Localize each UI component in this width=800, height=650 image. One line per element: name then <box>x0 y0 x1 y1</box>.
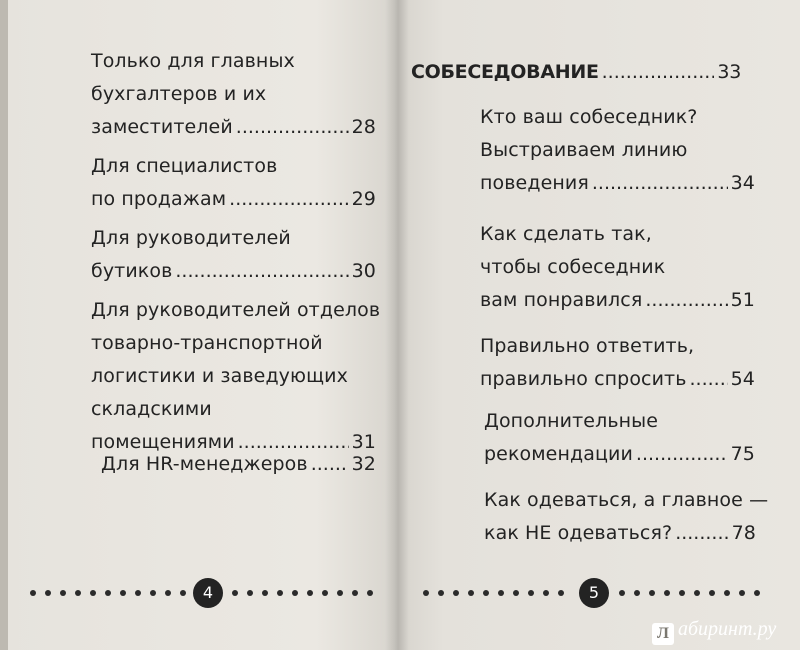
toc-page-number: 34 <box>730 172 755 194</box>
toc-entry-interviewer <box>480 101 755 200</box>
footer-dot <box>150 590 156 596</box>
footer-dot <box>75 590 81 596</box>
toc-entry-boutique-managers <box>91 222 376 288</box>
footer-dot <box>30 590 36 596</box>
right-page <box>395 0 800 650</box>
footer-dot <box>307 590 313 596</box>
toc-entry-title: поведения <box>480 172 589 194</box>
page-edge <box>0 0 8 650</box>
page-number-footer <box>395 578 800 608</box>
toc-entry-line: товарно-транспортной <box>91 332 323 354</box>
toc-entry-line: Выстраиваем линию <box>480 139 688 161</box>
labirint-watermark <box>652 615 794 643</box>
left-page <box>0 0 395 650</box>
toc-entry-line: Для специалистов <box>91 155 278 177</box>
footer-dot <box>543 590 549 596</box>
dot-leader <box>311 448 349 481</box>
toc-entry-line: складскими <box>91 398 212 420</box>
footer-dot <box>739 590 745 596</box>
toc-page-number: 31 <box>351 431 376 453</box>
toc-entry-chief-accountants <box>91 45 376 144</box>
labirint-logo-icon: Л <box>652 623 674 645</box>
footer-dot <box>619 590 625 596</box>
toc-entry-hr-managers <box>101 448 376 481</box>
toc-entry-line: бухгалтеров и их <box>91 83 267 105</box>
toc-page-number: 30 <box>351 260 376 282</box>
toc-entry-make-liked <box>480 218 755 317</box>
footer-dot <box>754 590 760 596</box>
toc-page-number: 51 <box>730 289 755 311</box>
page-number: 5 <box>579 578 609 608</box>
dot-leader <box>236 111 349 144</box>
footer-dot <box>694 590 700 596</box>
toc-entry-title: вам понравился <box>480 289 643 311</box>
footer-dot <box>120 590 126 596</box>
footer-dot <box>277 590 283 596</box>
dot-leader <box>229 183 348 216</box>
footer-dot <box>513 590 519 596</box>
toc-entry-title: правильно спросить <box>480 368 687 390</box>
footer-dot <box>292 590 298 596</box>
toc-page-number: 28 <box>351 116 376 138</box>
toc-page-number: 78 <box>731 522 756 544</box>
dot-leader <box>690 363 728 396</box>
toc-entry-line: Кто ваш собеседник? <box>480 106 698 128</box>
page-number: 4 <box>193 578 223 608</box>
footer-dot <box>438 590 444 596</box>
toc-entry-line: Только для главных <box>91 50 295 72</box>
footer-dot <box>367 590 373 596</box>
footer-dot <box>664 590 670 596</box>
footer-dot <box>453 590 459 596</box>
toc-entry-recommendations <box>484 405 755 471</box>
toc-page-number: 75 <box>730 443 755 465</box>
toc-section-interview <box>411 56 741 89</box>
toc-page-number: 29 <box>351 188 376 210</box>
toc-entry-logistics-heads <box>91 294 381 459</box>
toc-page-number: 32 <box>351 453 376 475</box>
dot-leader <box>602 56 715 89</box>
dot-leader <box>636 438 728 471</box>
footer-dot <box>649 590 655 596</box>
toc-entry-title: бутиков <box>91 260 173 282</box>
footer-dot <box>45 590 51 596</box>
toc-entry-title: рекомендации <box>484 443 633 465</box>
footer-dot <box>90 590 96 596</box>
footer-dot <box>709 590 715 596</box>
toc-entry-line: Для руководителей <box>91 227 291 249</box>
toc-entry-title: заместителей <box>91 116 233 138</box>
toc-entry-line: Для руководителей отделов <box>91 299 381 321</box>
footer-dot <box>135 590 141 596</box>
footer-dot <box>262 590 268 596</box>
toc-page-number: 33 <box>717 61 741 83</box>
page-number-footer <box>0 578 395 608</box>
footer-dot <box>468 590 474 596</box>
footer-dot <box>423 590 429 596</box>
toc-entry-line: Правильно ответить, <box>480 335 695 357</box>
dot-leader <box>645 284 727 317</box>
footer-dot <box>165 590 171 596</box>
footer-dot <box>352 590 358 596</box>
toc-entry-title: помещениями <box>91 431 235 453</box>
toc-entry-dress-code <box>484 484 769 550</box>
book-gutter <box>385 0 409 650</box>
footer-dot <box>679 590 685 596</box>
footer-dot <box>558 590 564 596</box>
toc-entry-title: как НЕ одеваться? <box>484 522 673 544</box>
footer-dot <box>322 590 328 596</box>
section-title: СОБЕСЕДОВАНИЕ <box>411 61 599 83</box>
toc-entry-line: Дополнительные <box>484 410 659 432</box>
footer-dot <box>105 590 111 596</box>
footer-dot <box>247 590 253 596</box>
dot-leader <box>175 255 348 288</box>
toc-entry-line: Как сделать так, <box>480 223 652 245</box>
footer-dot <box>483 590 489 596</box>
toc-entry-line: логистики и заведующих <box>91 365 348 387</box>
footer-dot <box>60 590 66 596</box>
toc-entry-answer-ask <box>480 330 755 396</box>
footer-dot <box>724 590 730 596</box>
footer-dot <box>337 590 343 596</box>
toc-entry-title: Для HR-менеджеров <box>101 453 308 475</box>
toc-entry-title: по продажам <box>91 188 227 210</box>
toc-entry-line: чтобы собеседник <box>480 256 666 278</box>
footer-dot <box>634 590 640 596</box>
footer-dot <box>528 590 534 596</box>
toc-page-number: 54 <box>730 368 755 390</box>
toc-entry-sales-specialists <box>91 150 376 216</box>
footer-dot <box>498 590 504 596</box>
watermark-text: абиринт.ру <box>678 618 777 640</box>
footer-dot <box>180 590 186 596</box>
toc-entry-line: Как одеваться, а главное — <box>484 489 769 511</box>
footer-dot <box>232 590 238 596</box>
dot-leader <box>592 167 728 200</box>
dot-leader <box>675 517 728 550</box>
